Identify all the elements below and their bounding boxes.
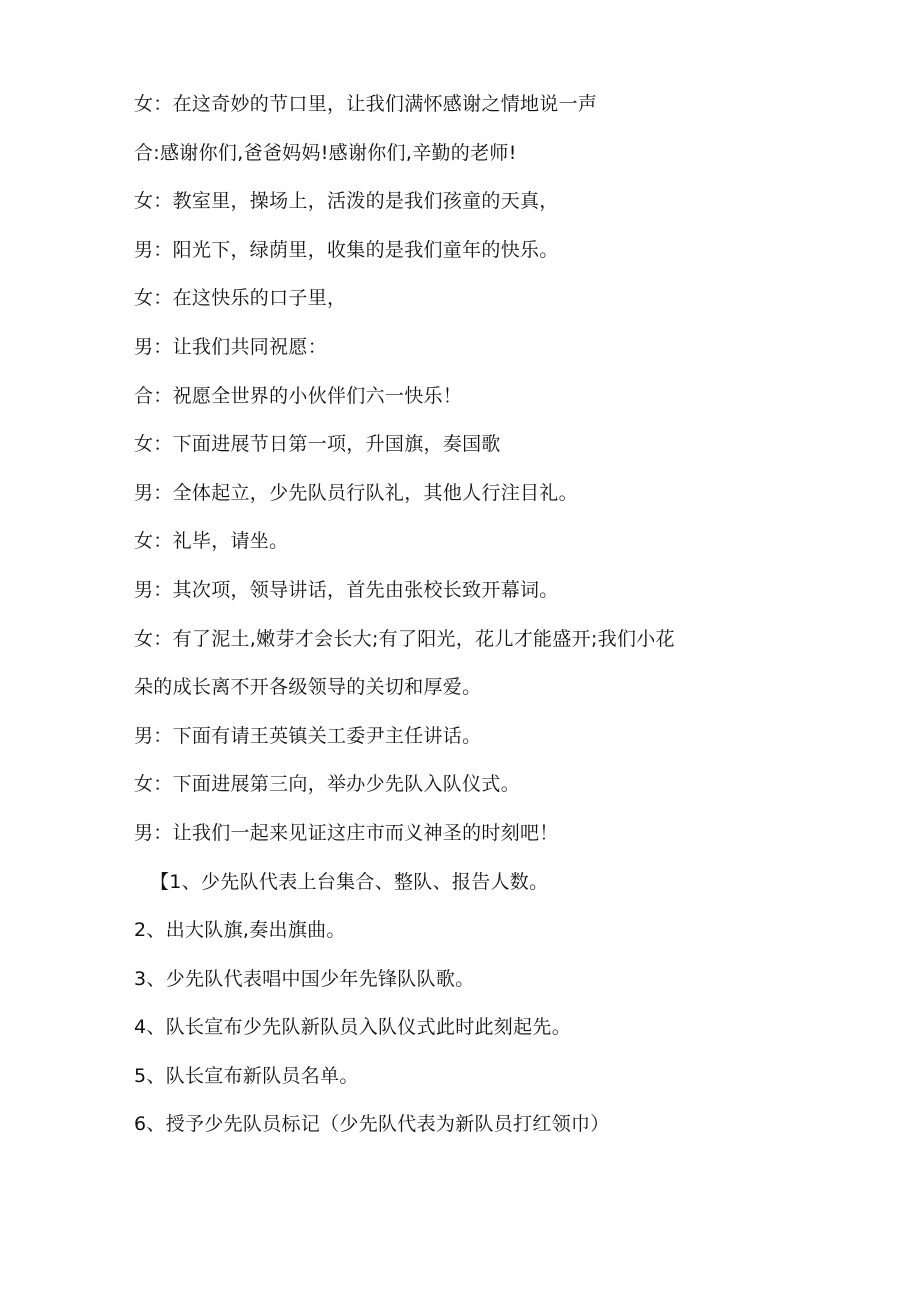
text-line: 女：下面进展节日第一项，升国旗，奏国歌 (134, 433, 501, 456)
text-line: 男：让我们共同祝愿： (134, 335, 328, 358)
list-item: 【1、少先队代表上台集合、整队、报告人数。 (150, 870, 549, 893)
text-line: 男：全体起立，少先队员行队礼，其他人行注目礼。 (134, 481, 578, 504)
document-body (134, 92, 794, 1161)
list-item: 2、出大队旗,奏出旗曲。 (134, 919, 346, 942)
list-item: 6、授予少先队员标记（少先队代表为新队员打红领巾） (134, 1113, 610, 1136)
text-line: 合：祝愿全世界的小伙伴们六一快乐！ (134, 384, 463, 407)
list-item: 4、队长宣布少先队新队员入队仪式此时此刻起先。 (134, 1016, 571, 1039)
text-line: 女：教室里，操场上，活泼的是我们孩童的天真， (134, 190, 559, 213)
text-line: 男：下面有请王英镇关工委尹主任讲话。 (134, 724, 482, 747)
list-item: 3、少先队代表唱中国少年先锋队队歌。 (134, 967, 475, 990)
text-line: 朵的成长离不开各级领导的关切和厚爱。 (134, 676, 482, 699)
text-line: 女：礼毕，请坐。 (134, 530, 289, 553)
text-line: 女：在这快乐的口子里， (134, 287, 347, 310)
text-line: 合:感谢你们,爸爸妈妈!感谢你们,辛勤的老师! (134, 141, 517, 164)
text-line: 男：阳光下，绿荫里，收集的是我们童年的快乐。 (134, 238, 559, 261)
text-line: 男：让我们一起来见证这庄市而义神圣的时刻吧！ (134, 821, 559, 844)
list-item: 5、队长宣布新队员名单。 (134, 1064, 359, 1087)
text-line: 男：其次项，领导讲话，首先由张校长致开幕词。 (134, 578, 559, 601)
text-line: 女：在这奇妙的节口里，让我们满怀感谢之情地说一声 (134, 93, 598, 115)
text-line: 女：下面进展第三向，举办少先队入队仪式。 (134, 773, 521, 796)
text-line: 女：有了泥土,嫩芽才会长大;有了阳光，花儿才能盛开;我们小花 (134, 627, 675, 650)
